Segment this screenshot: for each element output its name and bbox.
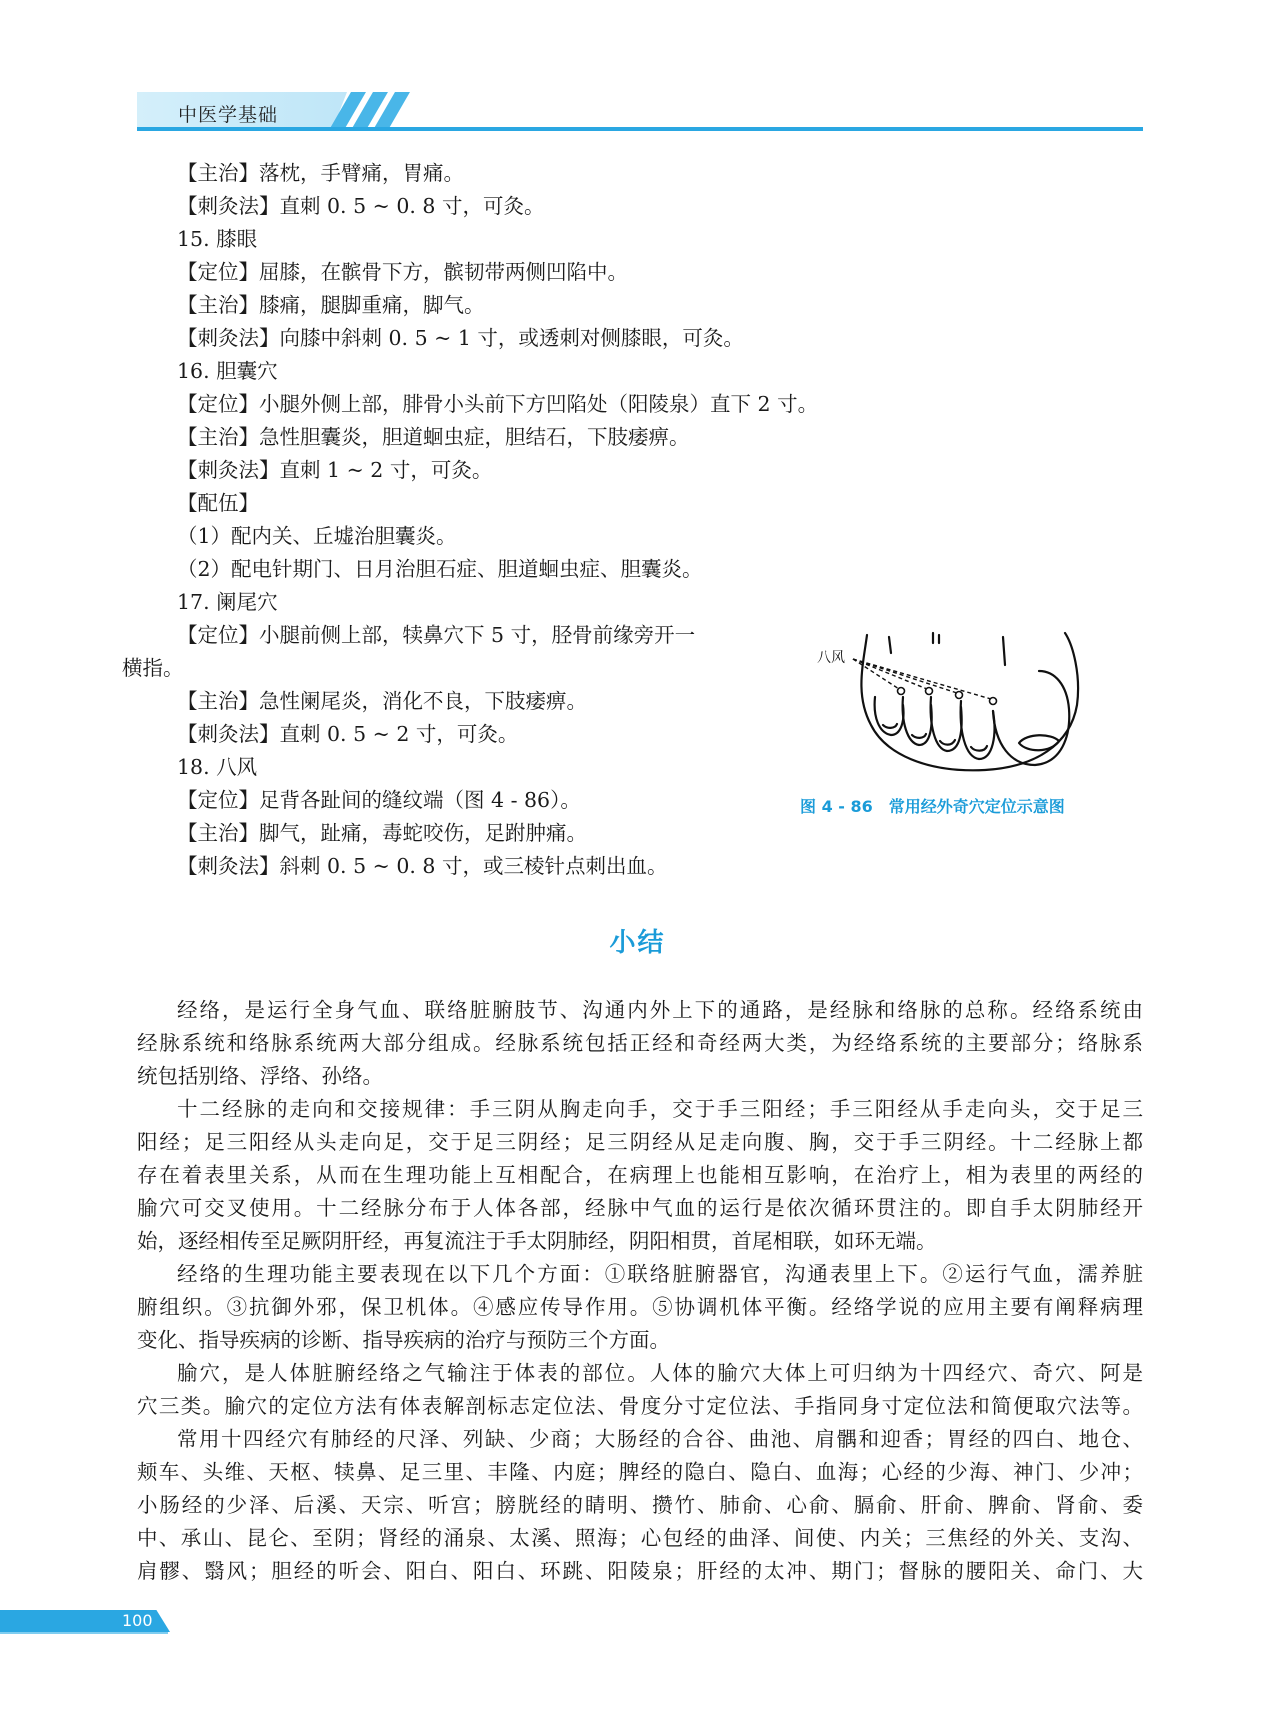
- header-rule: [137, 127, 1143, 131]
- paragraph-line: 穴三类。腧穴的定位方法有体表解剖标志定位法、骨度分寸定位法、手指同身寸定位法和简便取穴法等。: [137, 1394, 1143, 1418]
- text-line: 【刺灸法】直刺 1 ~ 2 寸，可灸。: [177, 458, 493, 482]
- text-line: 【定位】小腿外侧上部，腓骨小头前下方凹陷处（阳陵泉）直下 2 寸。: [177, 392, 819, 416]
- paragraph-line: 腑组织。③抗御外邪，保卫机体。④感应传导作用。⑤协调机体平衡。经络学说的应用主要有阐释病理: [137, 1295, 1143, 1319]
- text-line: 【主治】脚气，趾痛，毒蛇咬伤，足跗肿痛。: [177, 821, 587, 845]
- section-heading: 小结: [609, 928, 666, 958]
- figure-label: 八风: [817, 650, 845, 666]
- text-line: 【刺灸法】直刺 0. 5 ~ 2 寸，可灸。: [177, 722, 519, 746]
- text-line: 【主治】膝痛，腿脚重痛，脚气。: [177, 293, 485, 317]
- text-line: 【刺灸法】直刺 0. 5 ~ 0. 8 寸，可灸。: [177, 194, 545, 218]
- text-line: 【定位】足背各趾间的缝纹端（图 4 - 86）。: [177, 788, 581, 812]
- paragraph-line: 经络的生理功能主要表现在以下几个方面：①联络脏腑器官，沟通表里上下。②运行气血，濡养脏: [177, 1262, 1143, 1286]
- text-line: 【主治】急性胆囊炎，胆道蛔虫症，胆结石，下肢痿痹。: [177, 425, 690, 449]
- paragraph-line: 统包括别络、浮络、孙络。: [137, 1064, 383, 1088]
- text-line: （2）配电针期门、日月治胆石症、胆道蛔虫症、胆囊炎。: [177, 557, 703, 581]
- paragraph-line: 变化、指导疾病的诊断、指导疾病的治疗与预防三个方面。: [137, 1328, 670, 1352]
- paragraph-line: 颊车、头维、天枢、犊鼻、足三里、丰隆、内庭；脾经的隐白、隐白、血海；心经的少海、神门、少冲；: [137, 1460, 1143, 1484]
- footer-rule: [0, 1632, 168, 1634]
- foot-drawing: [815, 625, 1085, 775]
- paragraph-line: 经络，是运行全身气血、联络脏腑肢节、沟通内外上下的通路，是经脉和络脉的总称。经络系统由: [177, 998, 1143, 1022]
- text-line: 横指。: [122, 656, 184, 680]
- text-line: 【刺灸法】向膝中斜刺 0. 5 ~ 1 寸，或透刺对侧膝眼，可灸。: [177, 326, 744, 350]
- paragraph-line: 腧穴，是人体脏腑经络之气输注于体表的部位。人体的腧穴大体上可归纳为十四经穴、奇穴、阿是: [177, 1361, 1143, 1385]
- point-heading: 16. 胆囊穴: [177, 359, 278, 383]
- point-heading: 17. 阑尾穴: [177, 590, 278, 614]
- paragraph-line: 腧穴可交叉使用。十二经脉分布于人体各部，经脉中气血的运行是依次循环贯注的。即自手太阴肺经开: [137, 1196, 1143, 1220]
- text-line: （1）配内关、丘墟治胆囊炎。: [177, 524, 457, 548]
- text-line: 【主治】急性阑尾炎，消化不良，下肢痿痹。: [177, 689, 587, 713]
- figure-caption: 图 4 - 86 常用经外奇穴定位示意图: [800, 797, 1065, 816]
- paragraph-line: 经脉系统和络脉系统两大部分组成。经脉系统包括正经和奇经两大类，为经络系统的主要部分；络脉系: [137, 1031, 1143, 1055]
- paragraph-line: 小肠经的少泽、后溪、天宗、听宫；膀胱经的睛明、攒竹、肺俞、心俞、膈俞、肝俞、脾俞、肾俞、委: [137, 1493, 1143, 1517]
- paragraph-line: 中、承山、昆仑、至阴；肾经的涌泉、太溪、照海；心包经的曲泽、间使、内关；三焦经的外关、支沟、: [137, 1526, 1143, 1550]
- text-line: 【刺灸法】斜刺 0. 5 ~ 0. 8 寸，或三棱针点刺出血。: [177, 854, 668, 878]
- paragraph-line: 肩髎、翳风；胆经的听会、阳白、阳白、环跳、阳陵泉；肝经的太冲、期门；督脉的腰阳关、命门、大: [137, 1559, 1143, 1583]
- text-line: 【定位】屈膝，在髌骨下方，髌韧带两侧凹陷中。: [177, 260, 628, 284]
- book-title: 中医学基础: [178, 104, 279, 126]
- text-line: 【配伍】: [177, 491, 259, 515]
- paragraph-line: 存在着表里关系，从而在生理功能上互相配合，在病理上也能相互影响，在治疗上，相为表里的两经的: [137, 1163, 1143, 1187]
- paragraph-line: 常用十四经穴有肺经的尺泽、列缺、少商；大肠经的合谷、曲池、肩髃和迎香；胃经的四白、地仓、: [177, 1427, 1143, 1451]
- paragraph-line: 阳经；足三阳经从头走向足，交于足三阴经；足三阴经从足走向腹、胸，交于手三阴经。十二经脉上都: [137, 1130, 1143, 1154]
- foot-figure: [815, 625, 1085, 775]
- point-heading: 15. 膝眼: [177, 227, 258, 251]
- paragraph-line: 始，逐经相传至足厥阴肝经，再复流注于手太阴肺经，阴阳相贯，首尾相联，如环无端。: [137, 1229, 937, 1253]
- text-line: 【定位】小腿前侧上部，犊鼻穴下 5 寸，胫骨前缘旁开一: [177, 623, 696, 647]
- paragraph-line: 十二经脉的走向和交接规律：手三阴从胸走向手，交于手三阳经；手三阳经从手走向头，交于足三: [177, 1097, 1143, 1121]
- text-line: 【主治】落枕，手臂痛，胃痛。: [177, 161, 464, 185]
- page-number: 100: [122, 1611, 153, 1630]
- point-heading: 18. 八风: [177, 755, 258, 779]
